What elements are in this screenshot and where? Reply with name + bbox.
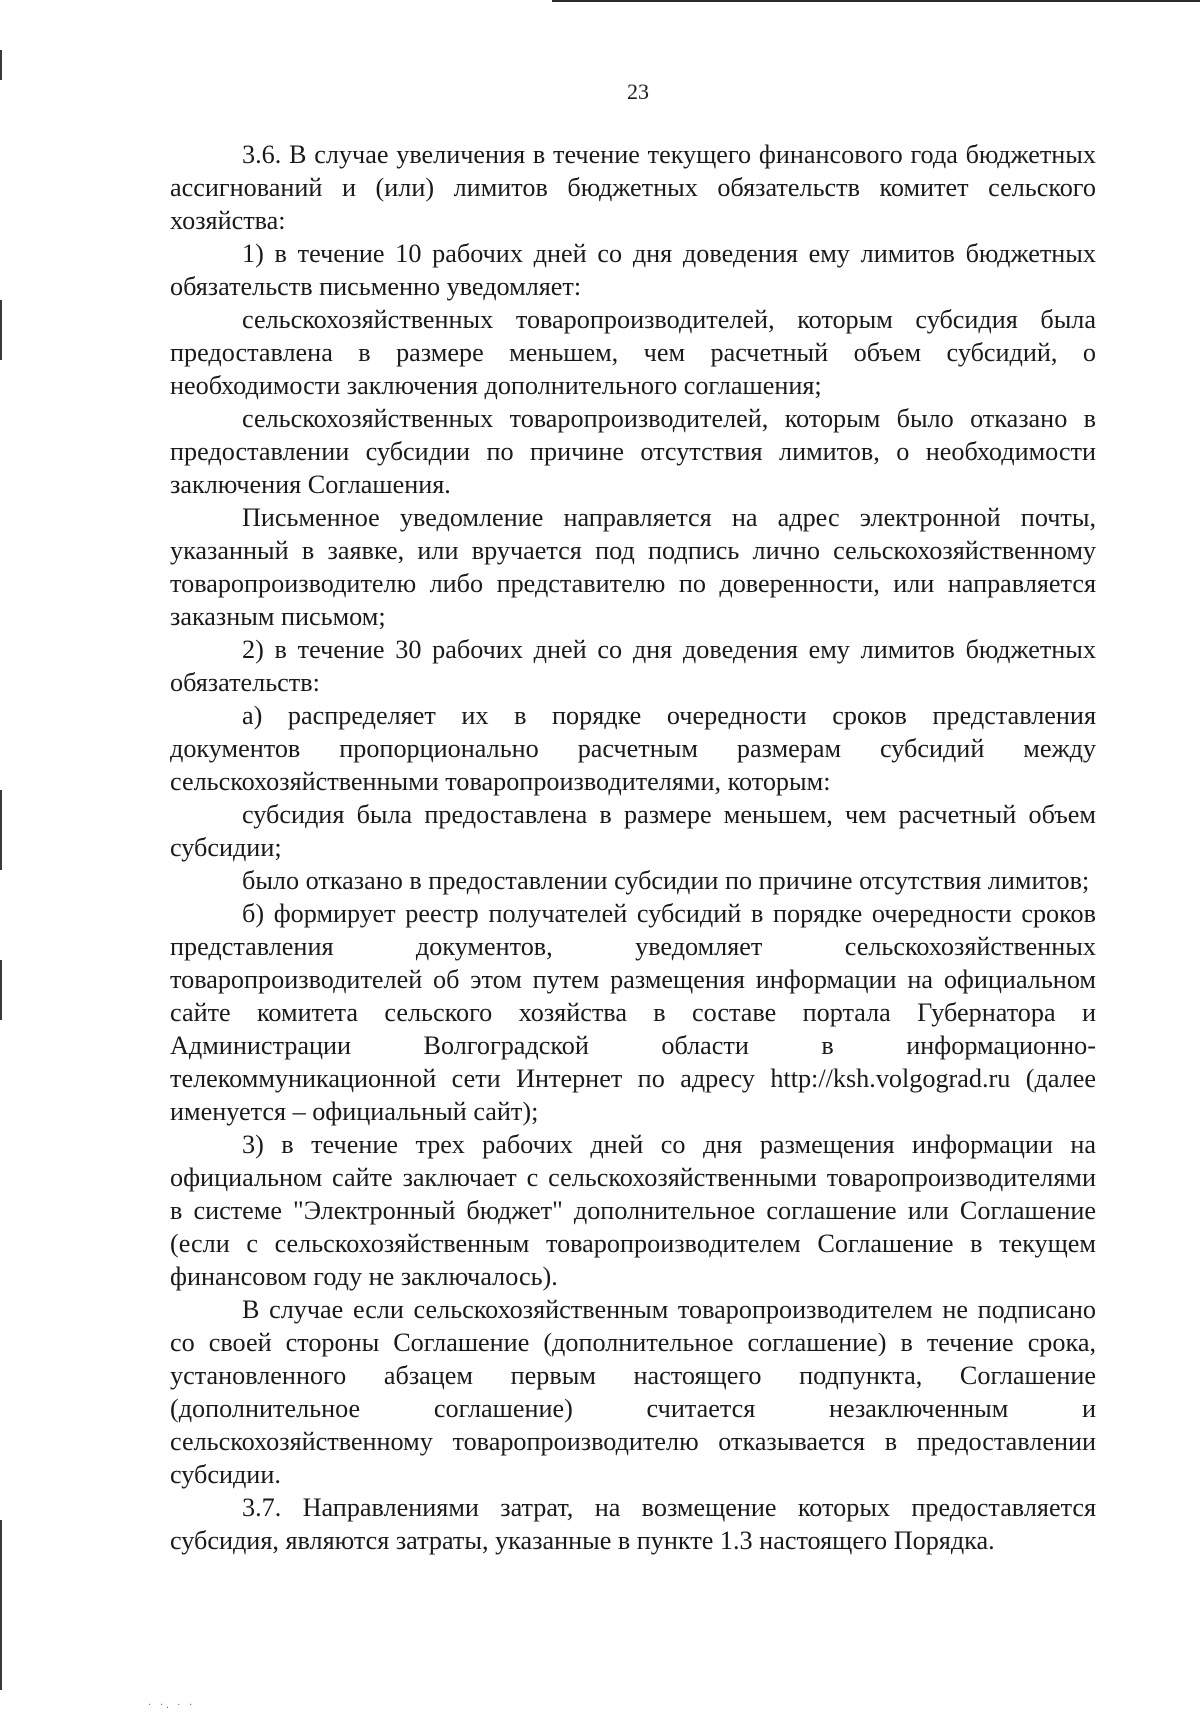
paragraph-written-notice: Письменное уведомление направляется на адрес электронной почты, указанный в заявке, или вручается под подпись лично сельскохозяйственному товаропроизводителю либо представителю по доверенности, или направляется заказным письмом;: [170, 503, 1096, 631]
scan-edge-left: [0, 960, 2, 1020]
scan-edge-left: [0, 50, 2, 80]
paragraph-item-2: 2) в течение 30 рабочих дней со дня доведения ему лимитов бюджетных обязательств:: [170, 635, 1096, 697]
scan-edge-left: [0, 790, 2, 870]
scan-artifact: · ·. · ·: [148, 1700, 196, 1711]
scan-edge-top: [552, 0, 1200, 2]
paragraph-item-1: 1) в течение 10 рабочих дней со дня доведения ему лимитов бюджетных обязательств письменно уведомляет:: [170, 239, 1096, 301]
paragraph-refused-subsidy: было отказано в предоставлении субсидии по причине отсутствия лимитов;: [242, 866, 1090, 895]
paragraph-notify-reduced: сельскохозяйственных товаропроизводителей, которым субсидия была предоставлена в размере меньшем, чем расчетный объем субсидий, о необходимости заключения дополнительного соглашения;: [170, 305, 1096, 400]
paragraph-reduced-subsidy: субсидия была предоставлена в размере меньшем, чем расчетный объем субсидии;: [170, 800, 1096, 862]
scan-edge-left: [0, 300, 2, 360]
paragraph-3-7: 3.7. Направлениями затрат, на возмещение которых предоставляется субсидия, являются затраты, указанные в пункте 1.3 настоящего Порядка.: [170, 1493, 1096, 1555]
scan-edge-left: [0, 1520, 2, 1690]
paragraph-item-2b: б) формирует реестр получателей субсидий в порядке очередности сроков представления документов, уведомляет сельскохозяйственных товаропроизводителей об этом путем размещения информации на официальном сайте комитета сельского хозяйства в составе портала Губернатора и Администрации Волгоградской области в информационно-телекоммуникационной сети Интернет по адресу http://ksh.volgograd.ru (далее именуется – официальный сайт);: [170, 899, 1096, 1126]
page-number: 23: [627, 79, 649, 104]
paragraph-unsigned-agreement: В случае если сельскохозяйственным товаропроизводителем не подписано со своей стороны Соглашение (дополнительное соглашение) в течение срока, установленного абзацем первым настоящего подпункта, Соглашение (дополнительное соглашение) считается незаключенным и сельскохозяйственному товаропроизводителю отказывается в предоставлении субсидии.: [170, 1295, 1096, 1489]
paragraph-3-6: 3.6. В случае увеличения в течение текущего финансового года бюджетных ассигнований и (или) лимитов бюджетных обязательств комитет сельского хозяйства:: [170, 140, 1096, 235]
paragraph-item-2a: а) распределяет их в порядке очередности сроков представления документов пропорционально расчетным размерам субсидий между сельскохозяйственными товаропроизводителями, которым:: [170, 701, 1096, 796]
paragraph-notify-refused: сельскохозяйственных товаропроизводителей, которым было отказано в предоставлении субсидии по причине отсутствия лимитов, о необходимости заключения Соглашения.: [170, 404, 1096, 499]
paragraph-item-3: 3) в течение трех рабочих дней со дня размещения информации на официальном сайте заключает с сельскохозяйственными товаропроизводителями в системе "Электронный бюджет" дополнительное соглашение или Соглашение (если с сельскохозяйственным товаропроизводителем Соглашение в текущем финансовом году не заключалось).: [170, 1130, 1096, 1291]
document-body: [170, 138, 1096, 1557]
